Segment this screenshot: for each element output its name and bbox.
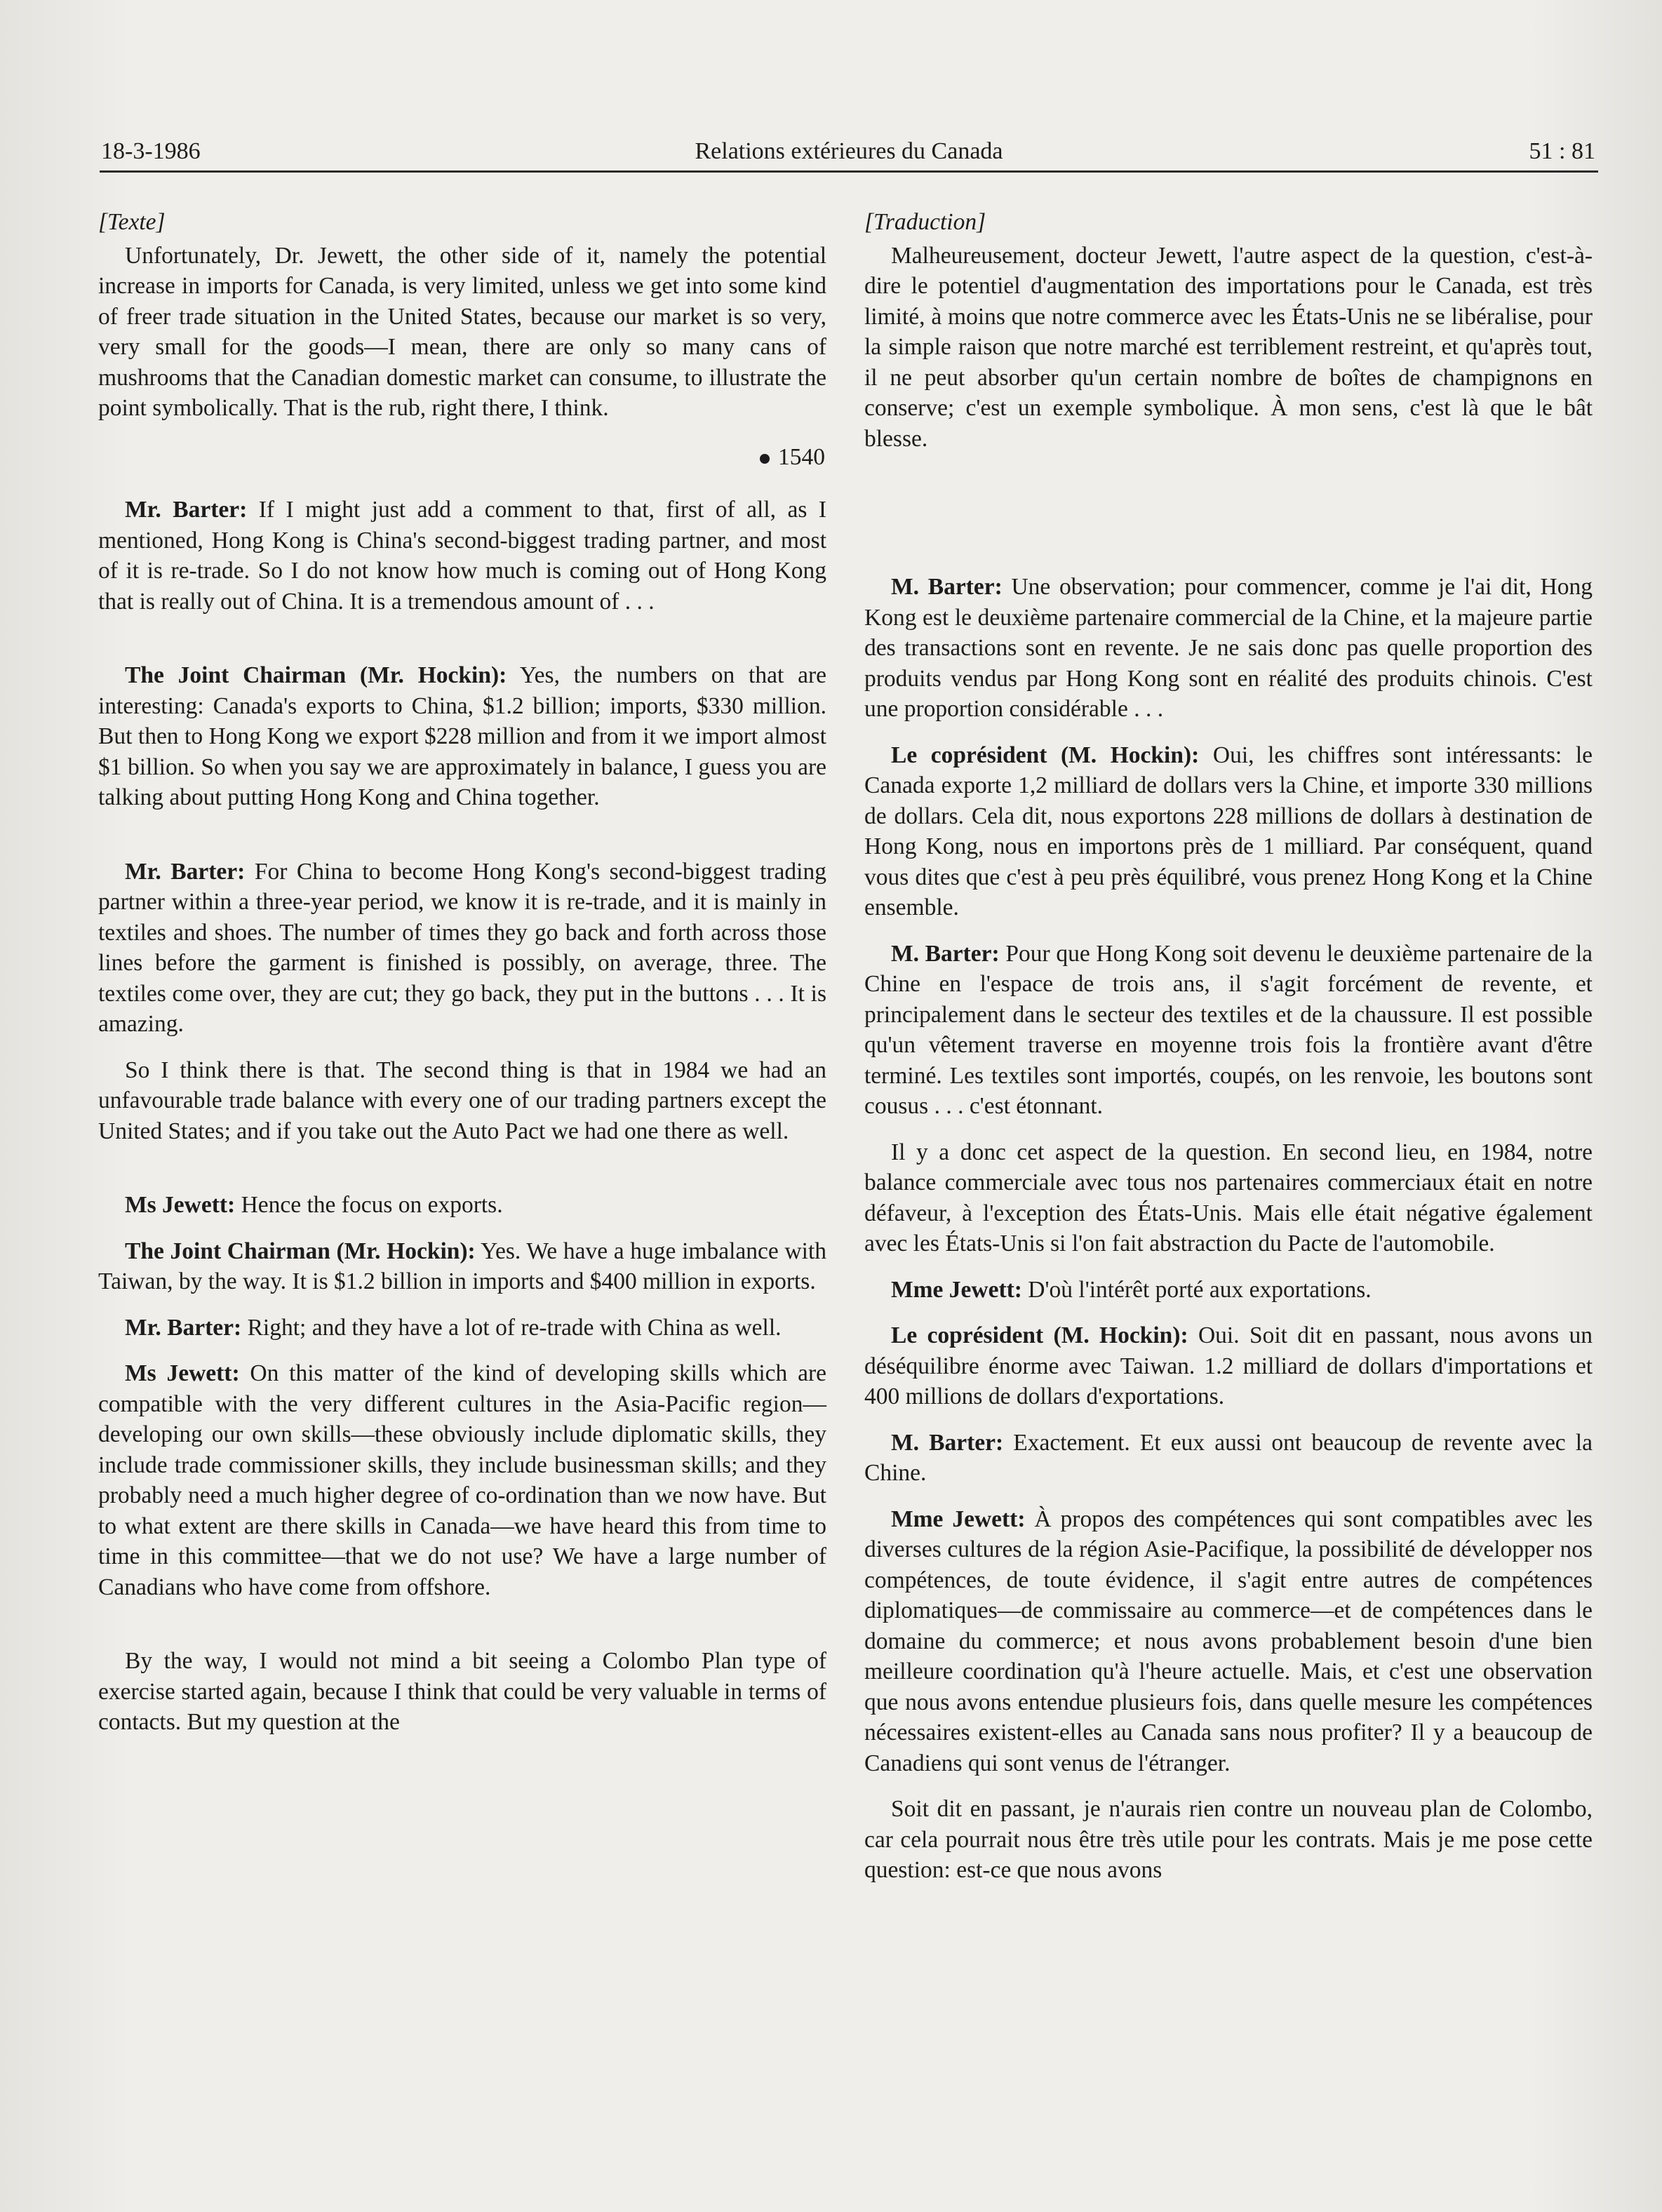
paragraph-text: For China to become Hong Kong's second-biggest trading partner within a three-year period, we know it is re-trade, and it is mainly in textiles and shoes. The number of times they go back and forth across those lines before the garment is finished is possibly, on average, three. The textiles come over, they are cut; they go back, they put in the buttons . . . It is amazing. — [98, 858, 826, 1037]
paragraph — [98, 1313, 826, 1343]
paragraph-text: So I think there is that. The second thing is that in 1984 we had an unfavourable trade balance with every one of our trading partners except the United States; and if you take out the Auto Pact we had one there as well. — [98, 1057, 826, 1144]
page-header — [100, 135, 1598, 173]
paragraph-text: À propos des compétences qui sont compatibles avec les diverses cultures de la région Asie-Pacifique, la possibilité de développer nos compétences, de toute évidence, il s'agit entre autres de compétences diplomatiques—de commissaire au commerce—et de compétences dans le domaine du commerce; et nous avons probablement besoin d'une bien meilleure coordination qu'à l'heure actuelle. Mais, et c'est une observation que nous avons entendue plusieurs fois, dans quelle mesure les compétences nécessaires existent-elles au Canada sans nous profiter? Il y a beaucoup de Canadiens qui sont venus de l'étranger. — [864, 1506, 1593, 1776]
speaker-name: Mr. Barter: — [125, 858, 246, 885]
paragraph — [864, 740, 1593, 923]
time-marker — [98, 442, 826, 473]
text-label: [Texte] — [98, 209, 166, 235]
paragraph — [864, 1504, 1593, 1779]
paragraph-text: Yes, the numbers on that are interesting: Canada's exports to China, $1.2 billion; imports, $330 million. But then to Hong Kong we export $228 million and from it we import almost $1 billion. So when you say we are approximately in balance, I guess you are talking about putting Hong Kong and China together. — [98, 662, 826, 810]
paragraph — [864, 1794, 1593, 1886]
speaker-name: Mme Jewett: — [891, 1276, 1022, 1303]
paragraph — [864, 1428, 1593, 1489]
french-column — [864, 207, 1593, 1886]
paragraph — [98, 1236, 826, 1297]
paragraph — [98, 241, 826, 424]
header-title: Relations extérieures du Canada — [695, 138, 1003, 164]
speaker-name: Le coprésident (M. Hockin): — [891, 742, 1200, 768]
paragraph-text: Exactement. Et eux aussi ont beaucoup de revente avec la Chine. — [864, 1429, 1593, 1486]
translation-label: [Traduction] — [864, 209, 986, 235]
speaker-name: Mr. Barter: — [125, 1314, 242, 1341]
header-page-number: 51 : 81 — [1529, 138, 1595, 164]
speaker-name: M. Barter: — [891, 574, 1003, 600]
paragraph — [98, 1358, 826, 1602]
paragraph-text: Pour que Hong Kong soit devenu le deuxième partenaire de la Chine en l'espace de trois ans, il s'agit forcément de revente, et principalement dans le secteur des textiles et de la chaussure. Il est possible qu'un vêtement traverse en moyenne trois fois la frontière avant d'être terminé. Les textiles sont importés, coupés, on les renvoie, les boutons sont cousus . . . c'est étonnant. — [864, 940, 1593, 1119]
speaker-name: Ms Jewett: — [125, 1360, 240, 1386]
paragraph-text: Yes. We have a huge imbalance with Taiwan, by the way. It is $1.2 billion in imports and $400 million in exports. — [98, 1238, 826, 1294]
bullet-icon — [760, 454, 770, 464]
paragraph-text: D'où l'intérêt porté aux exportations. — [1021, 1276, 1372, 1303]
time-marker-text: 1540 — [778, 443, 825, 470]
paragraph-text: Malheureusement, docteur Jewett, l'autre aspect de la question, c'est-à-dire le potentiel d'augmentation des importations pour le Canada, est très limité, à moins que notre commerce avec les États-Unis ne se libéralise, pour la simple raison que notre marché est terriblement restreint, et qu'après tout, il ne peut absorber qu'un certain nombre de boîtes de champignons en conserve; c'est un exemple symbolique. À mon sens, c'est là que le bât blesse. — [864, 242, 1593, 452]
speaker-name: The Joint Chairman (Mr. Hockin): — [125, 1238, 476, 1264]
paragraph-text: Oui. Soit dit en passant, nous avons un déséquilibre énorme avec Taiwan. 1.2 milliard de dollars d'importations et 400 millions de dollars d'exportations. — [864, 1322, 1593, 1409]
paragraph — [864, 572, 1593, 725]
paragraph — [98, 1646, 826, 1738]
paragraph-text: Une observation; pour commencer, comme je l'ai dit, Hong Kong est le deuxième partenaire commercial de la Chine, et la majeure partie des transactions sont en revente. Je ne sais donc pas quelle proportion des produits vendus par Hong Kong sont en réalité des produits chinois. C'est une proportion considérable . . . — [864, 574, 1593, 722]
paragraph — [98, 857, 826, 1040]
paragraph — [98, 1190, 826, 1221]
paragraph-text: By the way, I would not mind a bit seeing a Colombo Plan type of exercise started again, because I think that could be very valuable in terms of contacts. But my question at the — [98, 1648, 826, 1735]
paragraph — [864, 1320, 1593, 1412]
paragraph-text: Hence the focus on exports. — [235, 1192, 503, 1218]
speaker-name: M. Barter: — [891, 1429, 1004, 1456]
paragraph — [98, 1055, 826, 1147]
english-column — [98, 207, 826, 1738]
paragraph-text: On this matter of the kind of developing skills which are compatible with the very different cultures in the Asia-Pacific region—developing our own skills—these obviously include diplomatic skills, they include trade commissioner skills, they include businessman skills; and they probably need a much higher degree of co-ordination than we now have. But to what extent are there skills in Canada—we have heard this from time to time in this committee—that we do not use? We have a large number of Canadians who have come from offshore. — [98, 1360, 826, 1600]
paragraph — [98, 495, 826, 617]
paragraph-text: Unfortunately, Dr. Jewett, the other side of it, namely the potential increase in imports for Canada, is very limited, unless we get into some kind of freer trade situation in the United States, because our market is so very, very small for the goods—I mean, there are only so many cans of mushrooms that the Canadian domestic market can consume, to illustrate the point symbolically. That is the rub, right there, I think. — [98, 242, 826, 421]
paragraph — [864, 241, 1593, 455]
speaker-name: Ms Jewett: — [125, 1192, 236, 1218]
paragraph-text: Oui, les chiffres sont intéressants: le Canada exporte 1,2 milliard de dollars vers la Chine, et importe 330 millions de dollars. Cela dit, nous exportons 228 millions de dollars à destination de Hong Kong, nous en importons près de 1 milliard. Par conséquent, quand vous dites que c'est à peu près équilibré, vous prenez Hong Kong et la Chine ensemble. — [864, 742, 1593, 920]
header-date: 18-3-1986 — [101, 138, 201, 164]
paragraph — [864, 939, 1593, 1122]
speaker-name: The Joint Chairman (Mr. Hockin): — [125, 662, 507, 688]
paragraph — [864, 1137, 1593, 1259]
paragraph-text: Soit dit en passant, je n'aurais rien contre un nouveau plan de Colombo, car cela pourrait nous être très utile pour les contrats. Mais je me pose cette question: est-ce que nous avons — [864, 1796, 1593, 1883]
speaker-name: Mr. Barter: — [125, 497, 248, 523]
paragraph-text: Right; and they have a lot of re-trade with China as well. — [241, 1314, 782, 1341]
paragraph-text: If I might just add a comment to that, first of all, as I mentioned, Hong Kong is China's second-biggest trading partner, and most of it is re-trade. So I do not know how much is coming out of Hong Kong that is really out of China. It is a tremendous amount of . . . — [98, 497, 826, 615]
paragraph — [864, 1275, 1593, 1306]
speaker-name: Mme Jewett: — [891, 1506, 1026, 1532]
paragraph — [98, 660, 826, 813]
speaker-name: Le coprésident (M. Hockin): — [891, 1322, 1188, 1348]
paragraph-text: Il y a donc cet aspect de la question. En second lieu, en 1984, notre balance commerciale avec tous nos partenaires commerciaux était en notre défaveur, à l'exception des États-Unis. Mais elle était négative également avec les États-Unis si l'on fait abstraction du Pacte de l'automobile. — [864, 1139, 1593, 1256]
speaker-name: M. Barter: — [891, 940, 1000, 967]
